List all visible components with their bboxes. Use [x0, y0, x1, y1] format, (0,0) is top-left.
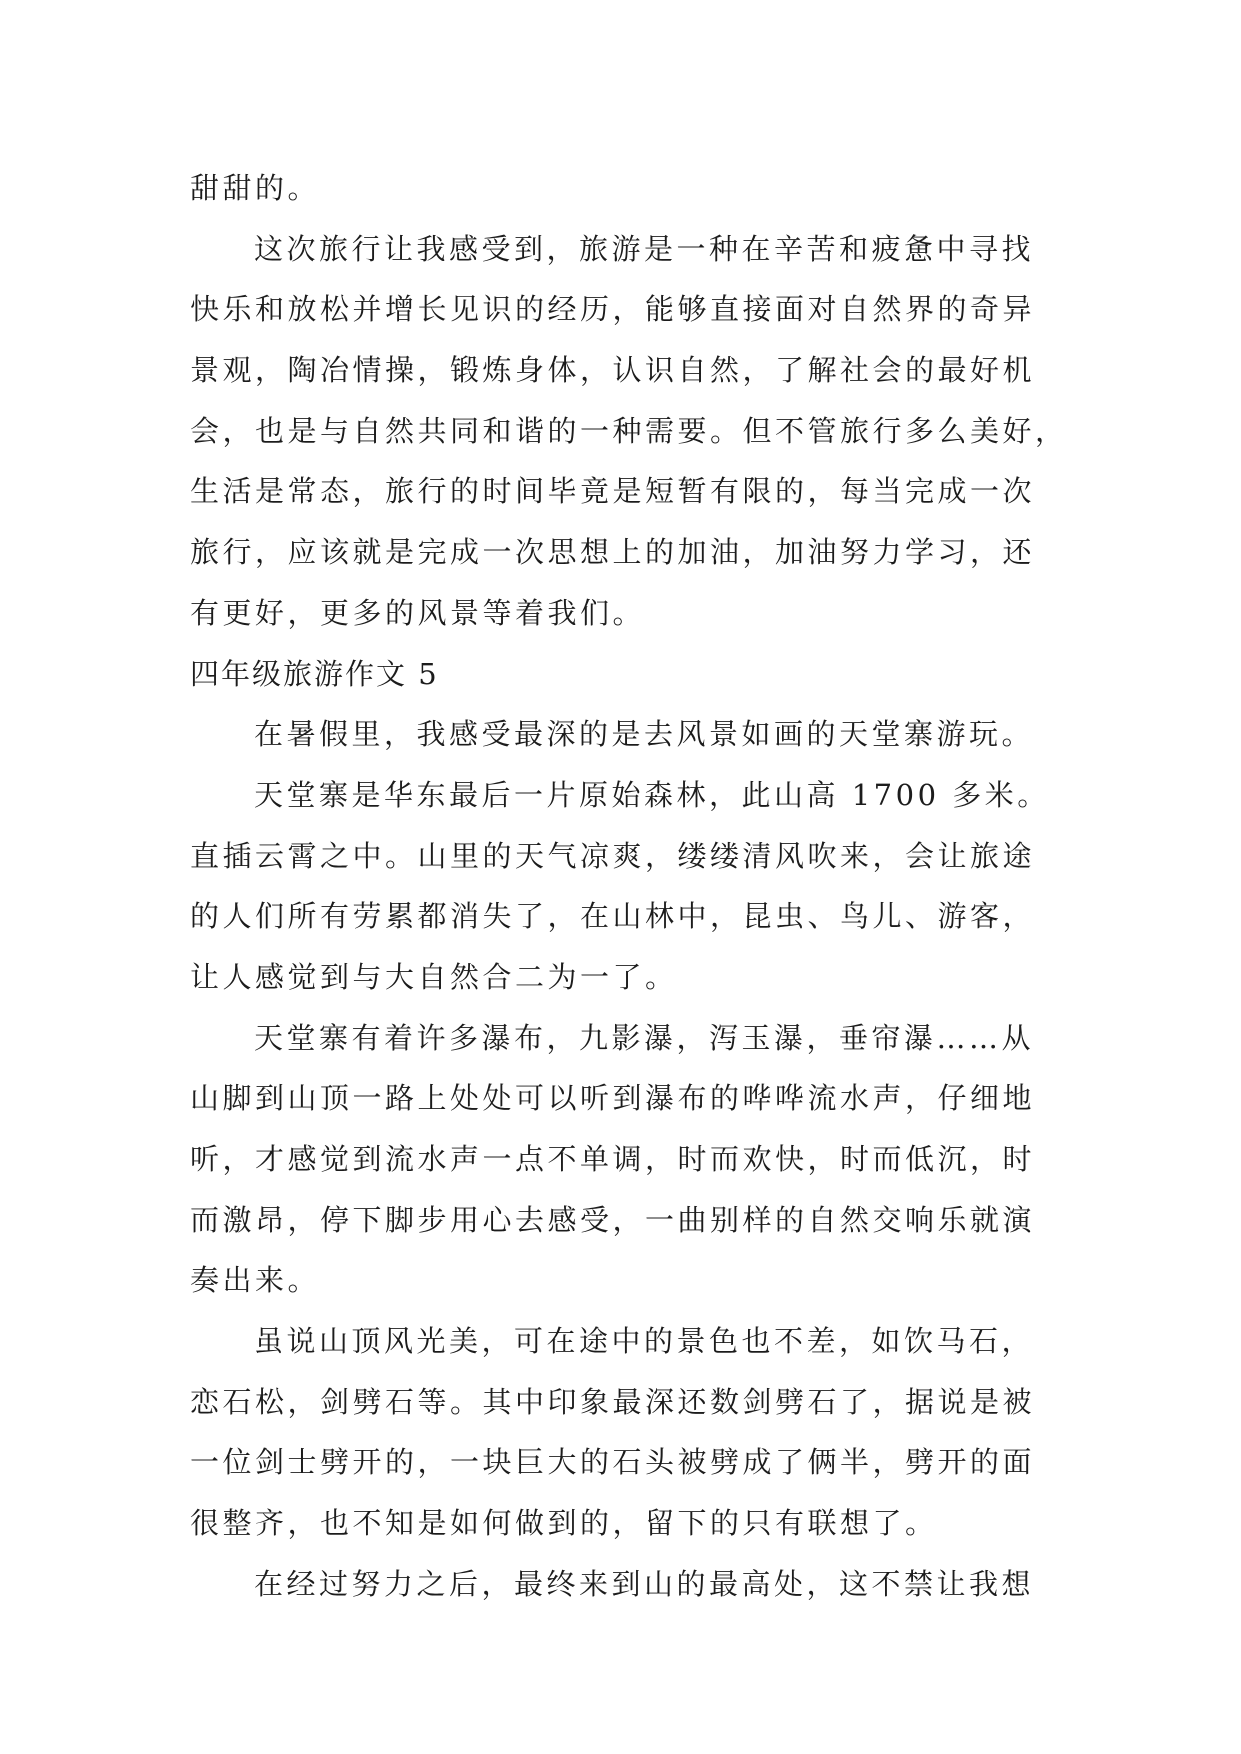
essay-text [190, 158, 1070, 1615]
text-line: 听，才感觉到流水声一点不单调，时而欢快，时而低沉，时 [190, 1142, 1036, 1176]
text-line: 有更好，更多的风景等着我们。 [190, 595, 646, 630]
section-heading: 四年级旅游作文 5 [190, 656, 439, 691]
text-line: 天堂寨有着许多瀑布，九影瀑，泻玉瀑，垂帘瀑……从 [254, 1020, 1035, 1055]
text-line: 很整齐，也不知是如何做到的，留下的只有联想了。 [190, 1506, 938, 1541]
text-line: 让人感觉到与大自然合二为一了。 [190, 959, 678, 994]
text-line: 虽说山顶风光美，可在途中的景色也不差，如饮马石， [254, 1324, 1035, 1359]
text-line: 旅行，应该就是完成一次思想上的加油，加油努力学习，还 [190, 535, 1036, 570]
text-line: 在经过努力之后，最终来到山的最高处，这不禁让我想 [254, 1566, 1035, 1601]
text-line: 的人们所有劳累都消失了，在山林中，昆虫、鸟儿、游客， [190, 899, 1036, 934]
text-line: 生活是常态，旅行的时间毕竟是短暂有限的，每当完成一次 [190, 474, 1036, 509]
text-line: 甜甜的。 [190, 171, 321, 205]
text-line: 天堂寨是华东最后一片原始森林，此山高 1700 多米。 [254, 777, 1050, 812]
text-line: 奏出来。 [190, 1263, 321, 1298]
text-line: 一位剑士劈开的，一块巨大的石头被劈成了俩半，劈开的面 [190, 1445, 1036, 1480]
text-line: 山脚到山顶一路上处处可以听到瀑布的哗哗流水声，仔细地 [190, 1081, 1036, 1116]
text-line: 这次旅行让我感受到，旅游是一种在辛苦和疲惫中寻找 [254, 231, 1035, 266]
text-line: 在暑假里，我感受最深的是去风景如画的天堂寨游玩。 [254, 717, 1035, 752]
text-line: 景观，陶冶情操，锻炼身体，认识自然，了解社会的最好机 [190, 353, 1036, 388]
text-line: 快乐和放松并增长见识的经历，能够直接面对自然界的奇异 [190, 292, 1036, 327]
text-line: 恋石松，剑劈石等。其中印象最深还数剑劈石了，据说是被 [190, 1384, 1036, 1419]
text-line: 会，也是与自然共同和谐的一种需要。但不管旅行多么美好， [190, 413, 1068, 448]
text-line: 而激昂，停下脚步用心去感受，一曲别样的自然交响乐就演 [190, 1202, 1036, 1237]
text-line: 直插云霄之中。山里的天气凉爽，缕缕清风吹来，会让旅途 [190, 838, 1036, 873]
